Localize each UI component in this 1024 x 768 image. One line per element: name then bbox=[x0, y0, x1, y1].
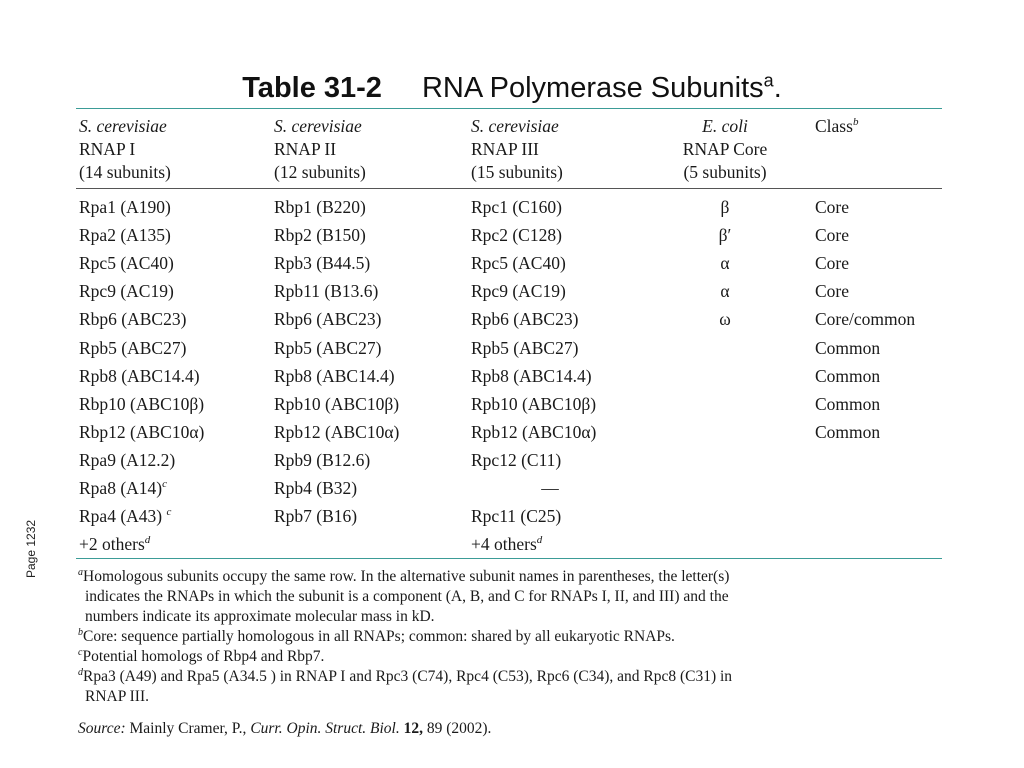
table-cell bbox=[640, 252, 810, 275]
table-title bbox=[0, 72, 1024, 105]
cell-text: Rpb10 (ABC10β) bbox=[274, 393, 400, 414]
table-cell bbox=[640, 224, 810, 247]
footnote-line bbox=[78, 667, 940, 687]
table-cell bbox=[471, 224, 562, 247]
header-cell bbox=[471, 115, 563, 184]
cell-text: Rbp6 (ABC23) bbox=[79, 309, 187, 330]
header-cell bbox=[815, 115, 858, 138]
table-cell bbox=[815, 224, 849, 247]
footnote-text: numbers indicate its approximate molecular mass in kD. bbox=[85, 608, 435, 625]
table-cell bbox=[274, 308, 381, 331]
table-cell bbox=[79, 477, 167, 500]
header-enzyme: RNAP I bbox=[79, 139, 136, 159]
cell-text: — bbox=[541, 478, 559, 498]
table-cell bbox=[471, 449, 561, 472]
table-cell bbox=[274, 505, 357, 528]
cell-text: +2 others bbox=[79, 534, 145, 555]
header-count-text: Class bbox=[815, 116, 853, 136]
table-cell bbox=[79, 224, 171, 247]
footnote-line bbox=[78, 587, 940, 607]
header-count-text: (5 subunits) bbox=[683, 162, 767, 182]
cell-text: Core/common bbox=[815, 309, 916, 330]
table-cell bbox=[815, 280, 849, 303]
cell-text: Core bbox=[815, 281, 850, 302]
table-cell bbox=[79, 252, 174, 275]
table-cell bbox=[640, 280, 810, 303]
header-count bbox=[640, 161, 810, 184]
table-cell bbox=[471, 252, 566, 275]
cell-text: Rpc5 (AC40) bbox=[471, 253, 566, 274]
table-cell bbox=[79, 505, 171, 528]
header-organism: S. cerevisiae bbox=[79, 116, 167, 136]
table-cell bbox=[471, 533, 542, 556]
table-cell bbox=[471, 393, 596, 416]
cell-text: Rpb6 (ABC23) bbox=[471, 309, 579, 330]
cell-text: Rbp12 (ABC10α) bbox=[79, 421, 205, 442]
table-cell bbox=[640, 196, 810, 219]
footnote-text: Core: sequence partially homologous in all RNAPs; common: shared by all eukaryotic RNAPs. bbox=[83, 628, 675, 645]
cell-text: Core bbox=[815, 225, 850, 246]
table-cell bbox=[79, 533, 150, 556]
table-cell bbox=[274, 421, 399, 444]
table-cell bbox=[274, 477, 357, 500]
source-volume: 12, bbox=[399, 720, 423, 737]
source-journal: Curr. Opin. Struct. Biol. bbox=[250, 720, 400, 737]
cell-text: Rpb10 (ABC10β) bbox=[471, 393, 597, 414]
table-title-text: RNA Polymerase Subunits bbox=[421, 72, 764, 104]
footnote-mark: a bbox=[78, 566, 83, 578]
table-cell bbox=[471, 337, 578, 360]
table-cell bbox=[815, 252, 849, 275]
footnotes bbox=[78, 567, 940, 707]
table-cell bbox=[79, 393, 204, 416]
table-cell bbox=[815, 308, 915, 331]
cell-text: α bbox=[720, 253, 730, 274]
header-count bbox=[274, 161, 366, 184]
cell-text: Rpc2 (C128) bbox=[471, 225, 562, 246]
table-cell bbox=[815, 196, 849, 219]
footnote-line bbox=[78, 607, 940, 627]
cell-text: Common bbox=[815, 365, 881, 386]
table-cell bbox=[79, 196, 171, 219]
header-count bbox=[79, 161, 171, 184]
header-count bbox=[815, 115, 858, 138]
header-count-text: (14 subunits) bbox=[79, 162, 171, 182]
footnote-mark: d bbox=[144, 534, 151, 547]
header-count bbox=[471, 161, 563, 184]
table-cell bbox=[815, 337, 880, 360]
table-cell bbox=[471, 421, 596, 444]
footnote-text: Homologous subunits occupy the same row. In the alternative subunit names in parentheses, the letter(s) bbox=[83, 568, 730, 585]
table-cell bbox=[471, 280, 566, 303]
cell-text: Rpb3 (B44.5) bbox=[274, 253, 371, 274]
cell-text: Rpb5 (ABC27) bbox=[79, 337, 187, 358]
table-cell bbox=[79, 421, 204, 444]
cell-text: Rpb5 (ABC27) bbox=[471, 337, 579, 358]
cell-text: Rbp2 (B150) bbox=[274, 225, 366, 246]
table-cell bbox=[471, 308, 578, 331]
cell-text: Rpc1 (C160) bbox=[471, 197, 562, 217]
cell-text: Core bbox=[815, 197, 850, 217]
footnote-mark: d bbox=[78, 666, 83, 678]
table-cell bbox=[274, 280, 378, 303]
cell-text: Rbp10 (ABC10β) bbox=[79, 393, 205, 414]
header-count-text: (12 subunits) bbox=[274, 162, 366, 182]
cell-text: α bbox=[720, 281, 730, 302]
table-cell bbox=[79, 308, 186, 331]
table-cell bbox=[815, 365, 880, 388]
cell-text: Rpb5 (ABC27) bbox=[274, 337, 382, 358]
cell-text: Rpb11 (B13.6) bbox=[274, 281, 379, 302]
footnote-text: Potential homologs of Rbp4 and Rbp7. bbox=[82, 648, 325, 665]
cell-text: Rpb8 (ABC14.4) bbox=[274, 365, 395, 386]
table-cell bbox=[640, 308, 810, 331]
cell-text: Rpc11 (C25) bbox=[471, 506, 562, 527]
footnote-mark: c bbox=[166, 506, 172, 519]
cell-text: +4 others bbox=[471, 534, 537, 555]
header-enzyme: RNAP II bbox=[274, 139, 337, 159]
source-text-2: 89 (2002). bbox=[422, 720, 492, 737]
table-cell bbox=[274, 365, 395, 388]
cell-text: Rpb12 (ABC10α) bbox=[471, 421, 597, 442]
title-footnote-mark: a bbox=[763, 70, 774, 91]
table-cell bbox=[815, 393, 880, 416]
footnote-mark: d bbox=[536, 534, 543, 547]
source-label: Source: bbox=[78, 720, 126, 737]
cell-text: Rpa9 (A12.2) bbox=[79, 449, 176, 470]
cell-text: Rbp1 (B220) bbox=[274, 197, 366, 217]
header-enzyme: RNAP III bbox=[471, 139, 539, 159]
footnote-line bbox=[78, 627, 940, 647]
cell-text: Rpb8 (ABC14.4) bbox=[471, 365, 592, 386]
cell-text: Common bbox=[815, 337, 881, 358]
table-cell bbox=[274, 449, 370, 472]
cell-text: Rpa8 (A14) bbox=[79, 478, 163, 498]
footnote-mark: b bbox=[78, 626, 83, 638]
cell-text: Rpb7 (B16) bbox=[274, 506, 358, 527]
table-cell bbox=[815, 421, 880, 444]
table-cell bbox=[471, 196, 562, 219]
cell-text: Rpb8 (ABC14.4) bbox=[79, 365, 200, 386]
cell-text: Rpc5 (AC40) bbox=[79, 253, 174, 274]
table-cell bbox=[500, 477, 600, 500]
cell-text: Rpb4 (B32) bbox=[274, 478, 358, 498]
header-organism: E. coli bbox=[702, 116, 748, 136]
footnote-text: indicates the RNAPs in which the subunit is a component (A, B, and C for RNAPs I, II, and III) and the bbox=[85, 588, 729, 605]
cell-text: Common bbox=[815, 393, 881, 414]
cell-text: ω bbox=[719, 309, 731, 330]
table-number: Table 31-2 bbox=[242, 72, 382, 104]
cell-text: β bbox=[720, 197, 730, 217]
cell-text: Rpc12 (C11) bbox=[471, 449, 562, 470]
table-cell bbox=[79, 365, 200, 388]
footnote-line bbox=[78, 687, 940, 707]
top-rule bbox=[76, 108, 942, 109]
table-cell bbox=[274, 337, 381, 360]
cell-text: Common bbox=[815, 421, 881, 442]
table-cell bbox=[79, 337, 186, 360]
cell-text: Rbp6 (ABC23) bbox=[274, 309, 382, 330]
footnote-mark: c bbox=[162, 478, 167, 491]
header-organism: S. cerevisiae bbox=[471, 116, 559, 136]
header-cell bbox=[274, 115, 366, 184]
header-enzyme: RNAP Core bbox=[682, 139, 768, 159]
table-cell bbox=[274, 252, 370, 275]
footnote-line bbox=[78, 567, 940, 587]
cell-text: Rpa1 (A190) bbox=[79, 197, 171, 217]
bottom-rule bbox=[76, 558, 942, 559]
table-cell bbox=[274, 196, 366, 219]
table-cell bbox=[274, 224, 366, 247]
cell-text: Rpc9 (AC19) bbox=[79, 281, 174, 302]
footnote-line bbox=[78, 647, 940, 667]
footnote-text: RNAP III. bbox=[85, 688, 150, 705]
header-cell bbox=[79, 115, 171, 184]
cell-text: Core bbox=[815, 253, 850, 274]
cell-text: Rpb9 (B12.6) bbox=[274, 449, 371, 470]
page-label: Page 1232 bbox=[24, 519, 38, 578]
table-cell bbox=[79, 280, 174, 303]
cell-text: Rpb12 (ABC10α) bbox=[274, 421, 400, 442]
source-text-1: Mainly Cramer, P., bbox=[125, 720, 251, 737]
header-cell bbox=[640, 115, 810, 184]
source-line bbox=[78, 720, 491, 738]
table-cell bbox=[471, 365, 592, 388]
footnote-text: Rpa3 (A49) and Rpa5 (A34.5 ) in RNAP I and Rpc3 (C74), Rpc4 (C53), Rpc6 (C34), and Rpc8 (C31) in bbox=[83, 668, 733, 685]
table-cell bbox=[79, 449, 175, 472]
table-cell bbox=[274, 393, 399, 416]
cell-text: β′ bbox=[718, 225, 732, 246]
cell-text: Rpc9 (AC19) bbox=[471, 281, 566, 302]
header-organism: S. cerevisiae bbox=[274, 116, 362, 136]
footnote-mark: b bbox=[852, 116, 859, 129]
table-cell bbox=[471, 505, 561, 528]
header-count-text: (15 subunits) bbox=[471, 162, 563, 182]
cell-text: Rpa2 (A135) bbox=[79, 225, 171, 246]
footnote-mark: c bbox=[78, 646, 83, 658]
header-rule bbox=[76, 188, 942, 189]
title-period: . bbox=[773, 72, 782, 104]
cell-text: Rpa4 (A43) bbox=[79, 506, 167, 527]
